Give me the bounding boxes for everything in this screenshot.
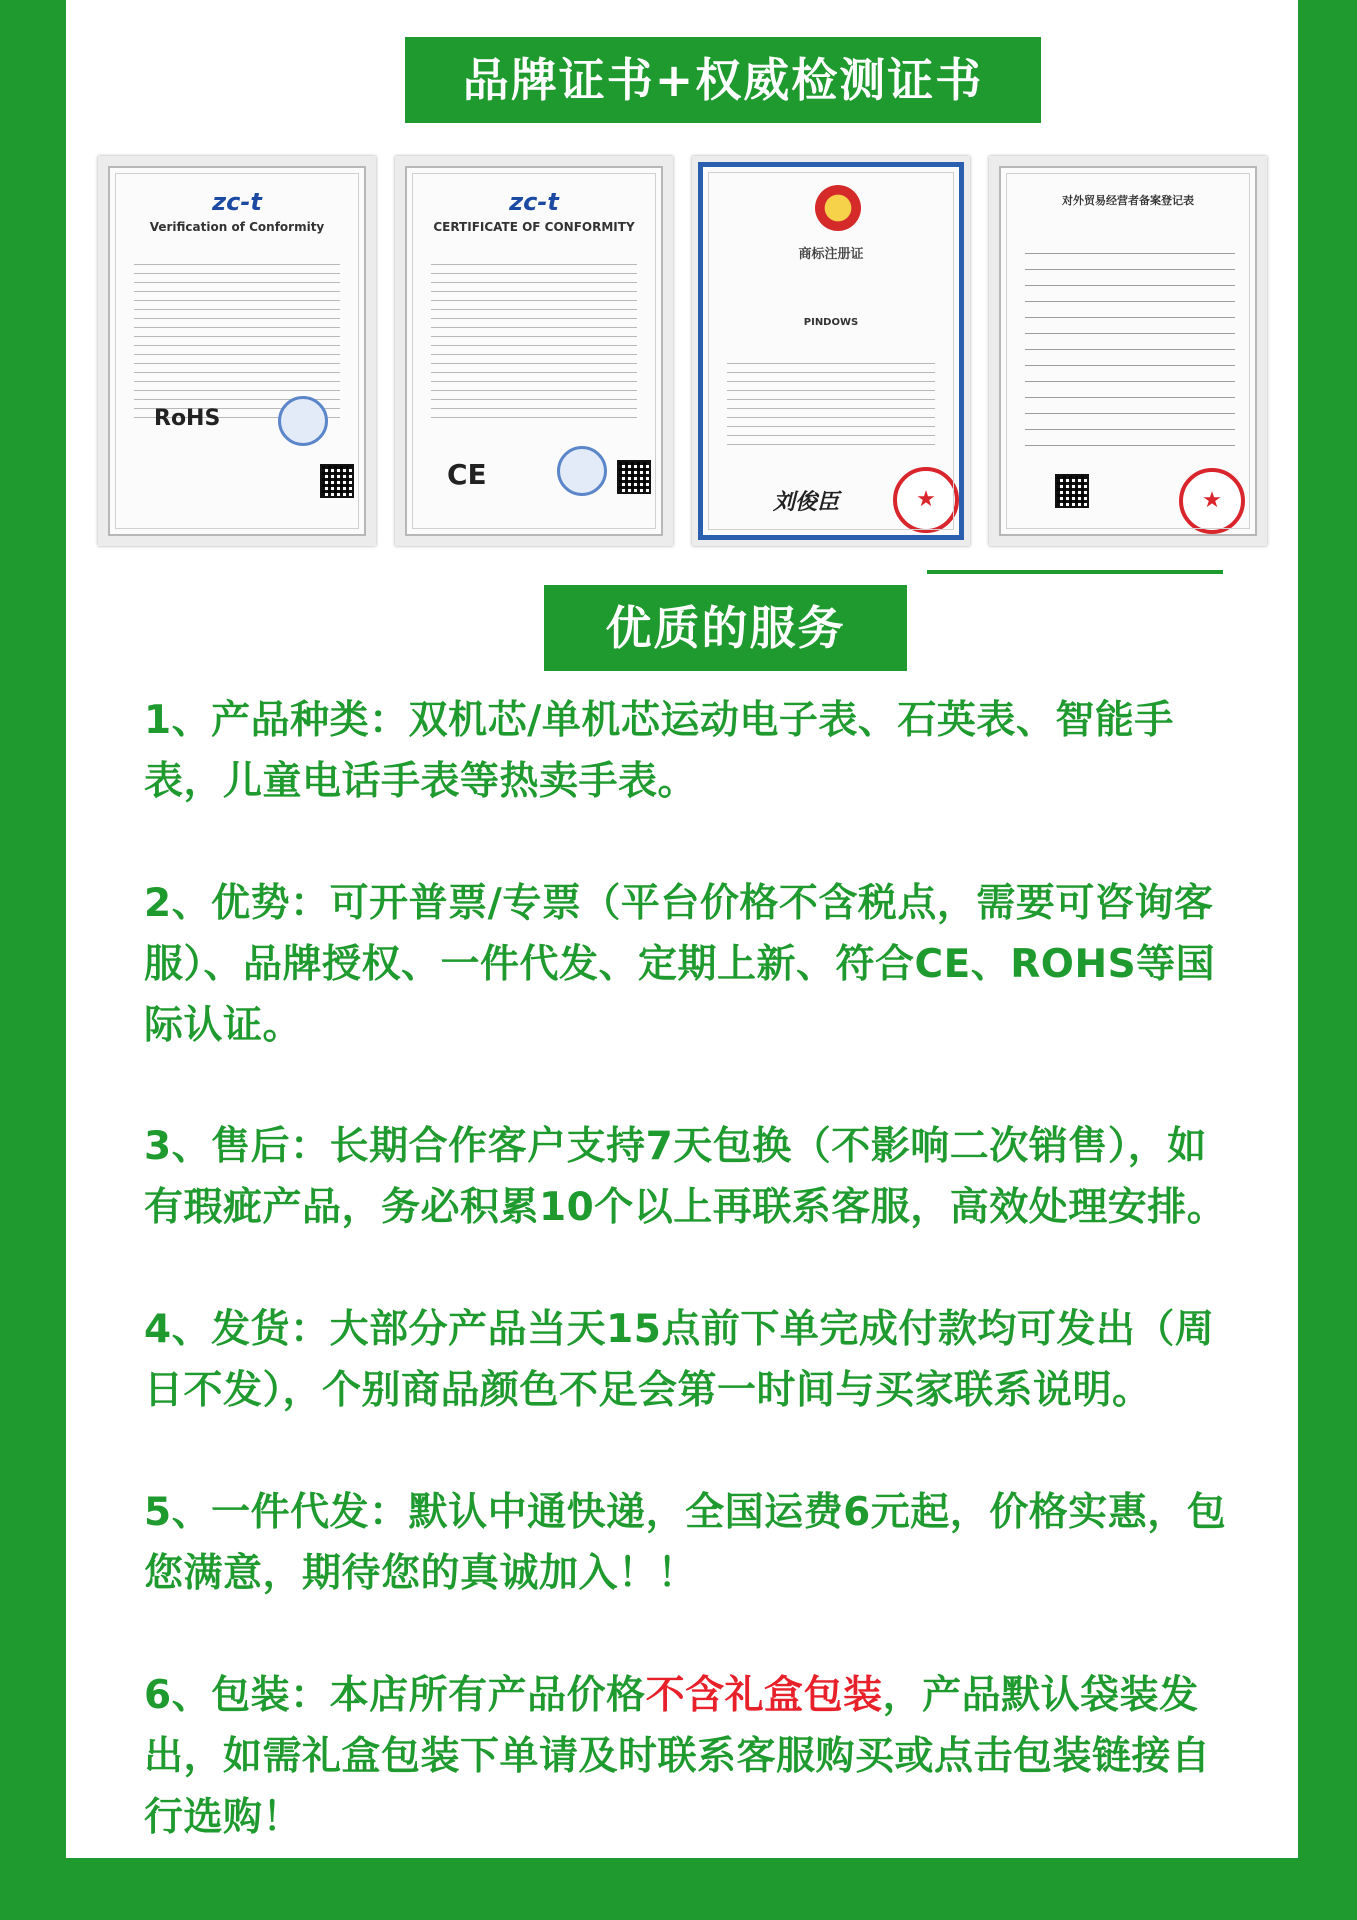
certificate-title: Verification of Conformity bbox=[149, 220, 325, 234]
seal-icon bbox=[557, 446, 607, 496]
red-seal-icon: ★ bbox=[1179, 468, 1245, 534]
service-item-packaging bbox=[144, 1665, 1354, 1848]
ce-mark: CE bbox=[447, 458, 487, 491]
seal-icon bbox=[278, 396, 328, 446]
service-item-dropshipping: 5、一件代发：默认中通快递，全国运费6元起，价格实惠，包 您满意，期待您的真诚加入！！ bbox=[144, 1490, 1227, 1596]
service-item-product-types: 1、产品种类：双机芯/单机芯运动电子表、石英表、智能手 表，儿童电话手表等热卖手表。 bbox=[144, 698, 1174, 804]
zct-logo: zc-t bbox=[509, 188, 559, 216]
national-emblem-icon bbox=[815, 185, 861, 231]
certificate-trade-registration bbox=[989, 156, 1267, 546]
certificate-title: 对外贸易经营者备案登记表 bbox=[1062, 194, 1194, 207]
certificate-body-text bbox=[727, 357, 935, 447]
certificate-body-text bbox=[134, 258, 340, 418]
registration-table bbox=[1025, 238, 1235, 448]
service-item-after-sales: 3、售后：长期合作客户支持7天包换（不影响二次销售），如 有瑕疵产品，务必积累10个以上再联系客服，高效处理安排。 bbox=[144, 1124, 1227, 1230]
qr-code-icon bbox=[320, 464, 354, 498]
certificate-rohs bbox=[98, 156, 376, 546]
packaging-text-start: 6、包装：本店所有产品价格 bbox=[144, 1673, 646, 1718]
certificate-title: CERTIFICATE OF CONFORMITY bbox=[433, 220, 635, 234]
content-panel bbox=[66, 0, 1298, 1858]
packaging-text-end: ，产品默认袋装发 出，如需礼盒包装下单请及时联系客服购买或点击包装链接自 行选购！ bbox=[144, 1673, 1211, 1840]
red-seal-icon: ★ bbox=[893, 467, 959, 533]
brand-name: PINDOWS bbox=[803, 317, 859, 328]
certificate-body-text bbox=[431, 258, 637, 418]
packaging-highlight: 不含礼盒包装 bbox=[645, 1673, 883, 1718]
qr-code-icon bbox=[617, 460, 651, 494]
service-item-shipping: 4、发货：大部分产品当天15点前下单完成付款均可发出（周 日不发），个别商品颜色不足会第一时间与买家联系说明。 bbox=[144, 1307, 1215, 1413]
rohs-mark: RoHS bbox=[154, 406, 221, 431]
certificate-trademark bbox=[692, 156, 970, 546]
signature: 刘俊臣 bbox=[773, 489, 840, 515]
service-item-advantages: 2、优势：可开普票/专票（平台价格不含税点，需要可咨询客 服）、品牌授权、一件代发、定期上新、符合CE、ROHS等国 际认证。 bbox=[144, 881, 1216, 1048]
certificate-title: 商标注册证 bbox=[798, 247, 864, 262]
zct-logo: zc-t bbox=[212, 188, 262, 216]
certificates-banner: 品牌证书+权威检测证书 bbox=[405, 37, 1041, 123]
certificate-ce bbox=[395, 156, 673, 546]
service-banner: 优质的服务 bbox=[544, 585, 907, 671]
divider-line bbox=[927, 570, 1223, 574]
qr-code-icon bbox=[1055, 474, 1089, 508]
